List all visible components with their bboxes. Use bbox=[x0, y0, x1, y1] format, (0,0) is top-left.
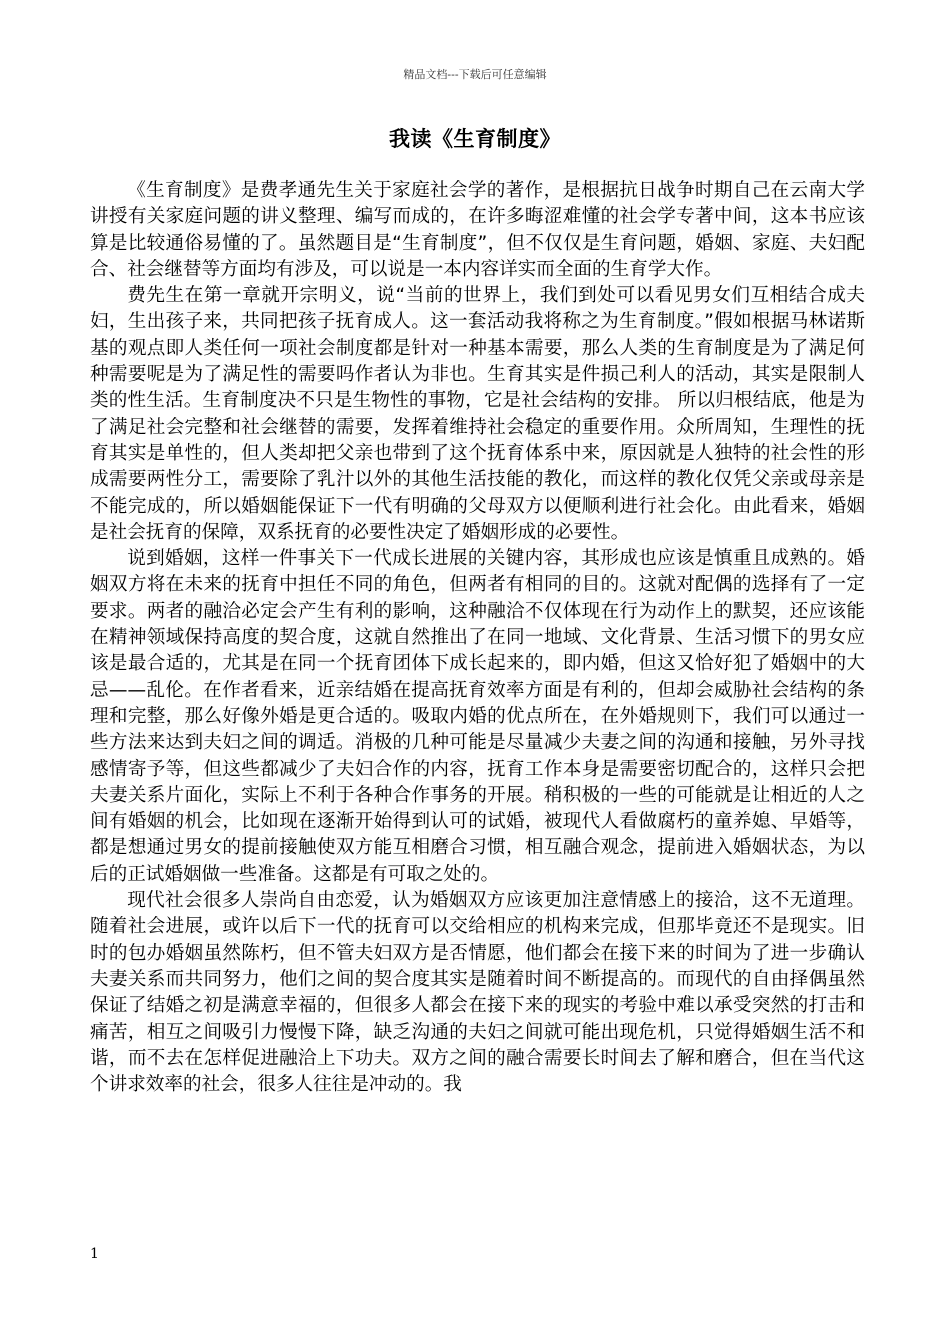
page-number: 1 bbox=[90, 1246, 99, 1262]
paragraph: 费先生在第一章就开宗明义，说“当前的世界上，我们到处可以看见男女们互相结合成夫妇，生出孩子来，共同把孩子抚育成人。这一套活动我将称之为生育制度。”假如根据马林诺斯基的观点即人类任何一项社会制度都是针对一种基本需要，那么人类的生育制度是为了满足何种需要呢是为了满足性的需要吗作者认为非也。生育其实是件损己利人的活动，其实是限制人类的性生活。生育制度决不只是生物性的事物，它是社会结构的安排。 所以归根结底，他是为了满足社会完整和社会继替的需要，发挥着维持社会稳定的重要作用。众所周知，生理性的抚育其实是单性的，但人类却把父亲也带到了这个抚育体系中来，原因就是人独特的社会性的形成需要两性分工，需要除了乳汁以外的其他生活技能的教化，而这样的教化仅凭父亲或母亲是不能完成的，所以婚姻能保证下一代有明确的父母双方以便顺利进行社会化。由此看来，婚姻是社会抚育的保障，双系抚育的必要性决定了婚姻形成的必要性。 bbox=[90, 285, 865, 543]
paragraph: 《生育制度》是费孝通先生关于家庭社会学的著作，是根据抗日战争时期自己在云南大学讲授有关家庭问题的讲义整理、编写而成的，在许多晦涩难懂的社会学专著中间，这本书应该算是比较通俗易懂的了。虽然题目是“生育制度”，但不仅仅是生育问题，婚姻、家庭、夫妇配合、社会继替等方面均有涉及，可以说是一本内容详实而全面的生育学大作。 bbox=[90, 180, 865, 280]
document-body bbox=[90, 178, 865, 1098]
paragraph: 说到婚姻，这样一件事关下一代成长进展的关键内容，其形成也应该是慎重且成熟的。婚姻双方将在未来的抚育中担任不同的角色，但两者有相同的目的。这就对配偶的选择有了一定要求。两者的融洽必定会产生有利的影响，这种融洽不仅体现在行为动作上的默契，还应该能在精神领域保持高度的契合度，这就自然推出了在同一地域、文化背景、生活习惯下的男女应该是最合适的，尤其是在同一个抚育团体下成长起来的，即内婚，但这又恰好犯了婚姻中的大忌——乱伦。在作者看来，近亲结婚在提高抚育效率方面是有利的，但却会威胁社会结构的条理和完整，那么好像外婚是更合适的。吸取内婚的优点所在，在外婚规则下，我们可以通过一些方法来达到夫妇之间的调适。消极的几种可能是尽量减少夫妻之间的沟通和接触，另外寻找感情寄予等，但这些都减少了夫妇合作的内容，抚育工作本身是需要密切配合的，这样只会把夫妻关系片面化，实际上不利于各种合作事务的开展。稍积极的一些的可能就是让相近的人之间有婚姻的机会，比如现在逐渐开始得到认可的试婚，被现代人看做腐朽的童养媳、早婚等，都是想通过男女的提前接触使双方能互相磨合习惯，相互融合观念，提前进入婚姻状态，为以后的正试婚姻做一些准备。这都是有可取之处的。 bbox=[90, 548, 865, 885]
document-title: 我读《生育制度》 bbox=[389, 127, 561, 151]
page-header: 精品文档---下载后可任意编辑 bbox=[403, 68, 547, 81]
paragraph: 现代社会很多人崇尚自由恋爱，认为婚姻双方应该更加注意情感上的接洽，这不无道理。随着社会进展，或许以后下一代的抚育可以交给相应的机构来完成，但那毕竟还不是现实。旧时的包办婚姻虽然陈朽，但不管夫妇双方是否情愿，他们都会在接下来的时间为了进一步确认夫妻关系而共同努力，他们之间的契合度其实是随着时间不断提高的。而现代的自由择偶虽然保证了结婚之初是满意幸福的，但很多人都会在接下来的现实的考验中难以承受突然的打击和痛苦，相互之间吸引力慢慢下降，缺乏沟通的夫妇之间就可能出现危机，只觉得婚姻生活不和谐，而不去在怎样促进融洽上下功夫。双方之间的融合需要长时间去了解和磨合，但在当代这个讲求效率的社会，很多人往往是冲动的。我 bbox=[90, 890, 865, 1096]
